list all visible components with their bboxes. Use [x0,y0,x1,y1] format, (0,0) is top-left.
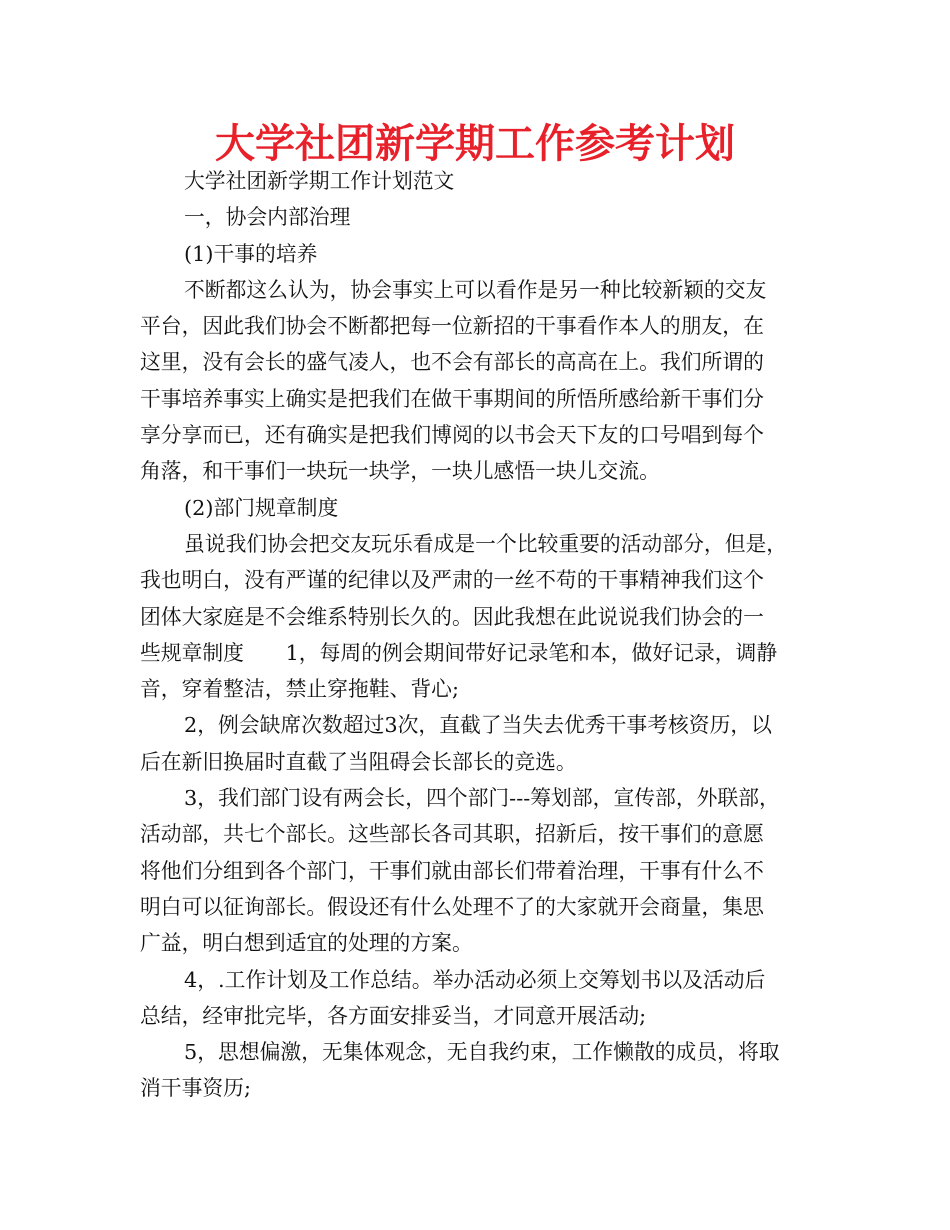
text-line: 团体大家庭是不会维系特别长久的。因此我想在此说说我们协会的一 [140,604,764,629]
text-line: 我也明白，没有严谨的纪律以及严肃的一丝不苟的干事精神我们这个 [140,568,764,593]
text-line: 平台，因此我们协会不断都把每一位新招的干事看作本人的朋友，在 [140,314,764,339]
text-line: (2)部门规章制度 [184,495,339,520]
text-line: 大学社团新学期工作计划范文 [184,169,455,193]
text-line: 不断都这么认为，协会事实上可以看作是另一种比较新颖的交友 [184,277,767,302]
text-line: 角落，和干事们一块玩一块学，一块儿感悟一块儿交流。 [140,459,660,484]
text-line: 后在新旧换届时直截了当阻碍会长部长的竞选。 [140,749,577,774]
text-line: 明白可以征询部长。假设还有什么处理不了的大家就开会商量，集思 [140,894,764,919]
text-line: 3，我们部门设有两会长，四个部门---筹划部，宣传部，外联部， [184,786,780,811]
text-line: 一，协会内部治理 [184,205,351,230]
text-line: 音，穿着整洁，禁止穿拖鞋、背心; [140,677,459,702]
document-body [140,163,820,1107]
document-title: 大学社团新学期工作参考计划 [215,121,735,167]
text-line: 广益，明白想到适宜的处理的方案。 [140,931,473,956]
text-line: 总结，经审批完毕，各方面安排妥当，才同意开展活动; [140,1003,647,1028]
text-line: 享分享而已，还有确实是把我们博阅的以书会天下友的口号唱到每个 [140,423,764,448]
text-line: 活动部，共七个部长。这些部长各司其职，招新后，按干事们的意愿 [140,822,764,847]
text-line: 这里，没有会长的盛气凌人，也不会有部长的高高在上。我们所谓的 [140,350,764,375]
text-line: 5，思想偏激，无集体观念，无自我约束，工作懒散的成员，将取 [184,1040,780,1065]
text-line: 4，.工作计划及工作总结。举办活动必须上交筹划书以及活动后 [184,967,766,992]
text-line: 干事培养事实上确实是把我们在做干事期间的所悟所感给新干事们分 [140,386,764,411]
text-line: 2，例会缺席次数超过3次，直截了当失去优秀干事考核资历，以 [184,713,772,738]
text-line: 虽说我们协会把交友玩乐看成是一个比较重要的活动部分，但是， [184,531,788,556]
text-line: 将他们分组到各个部门，干事们就由部长们带着治理，干事有什么不 [140,858,764,883]
text-line: (1)干事的培养 [184,241,318,266]
text-line: 消干事资历; [140,1076,251,1101]
text-line: 些规章制度 1，每周的例会期间带好记录笔和本，做好记录，调静 [140,640,778,665]
